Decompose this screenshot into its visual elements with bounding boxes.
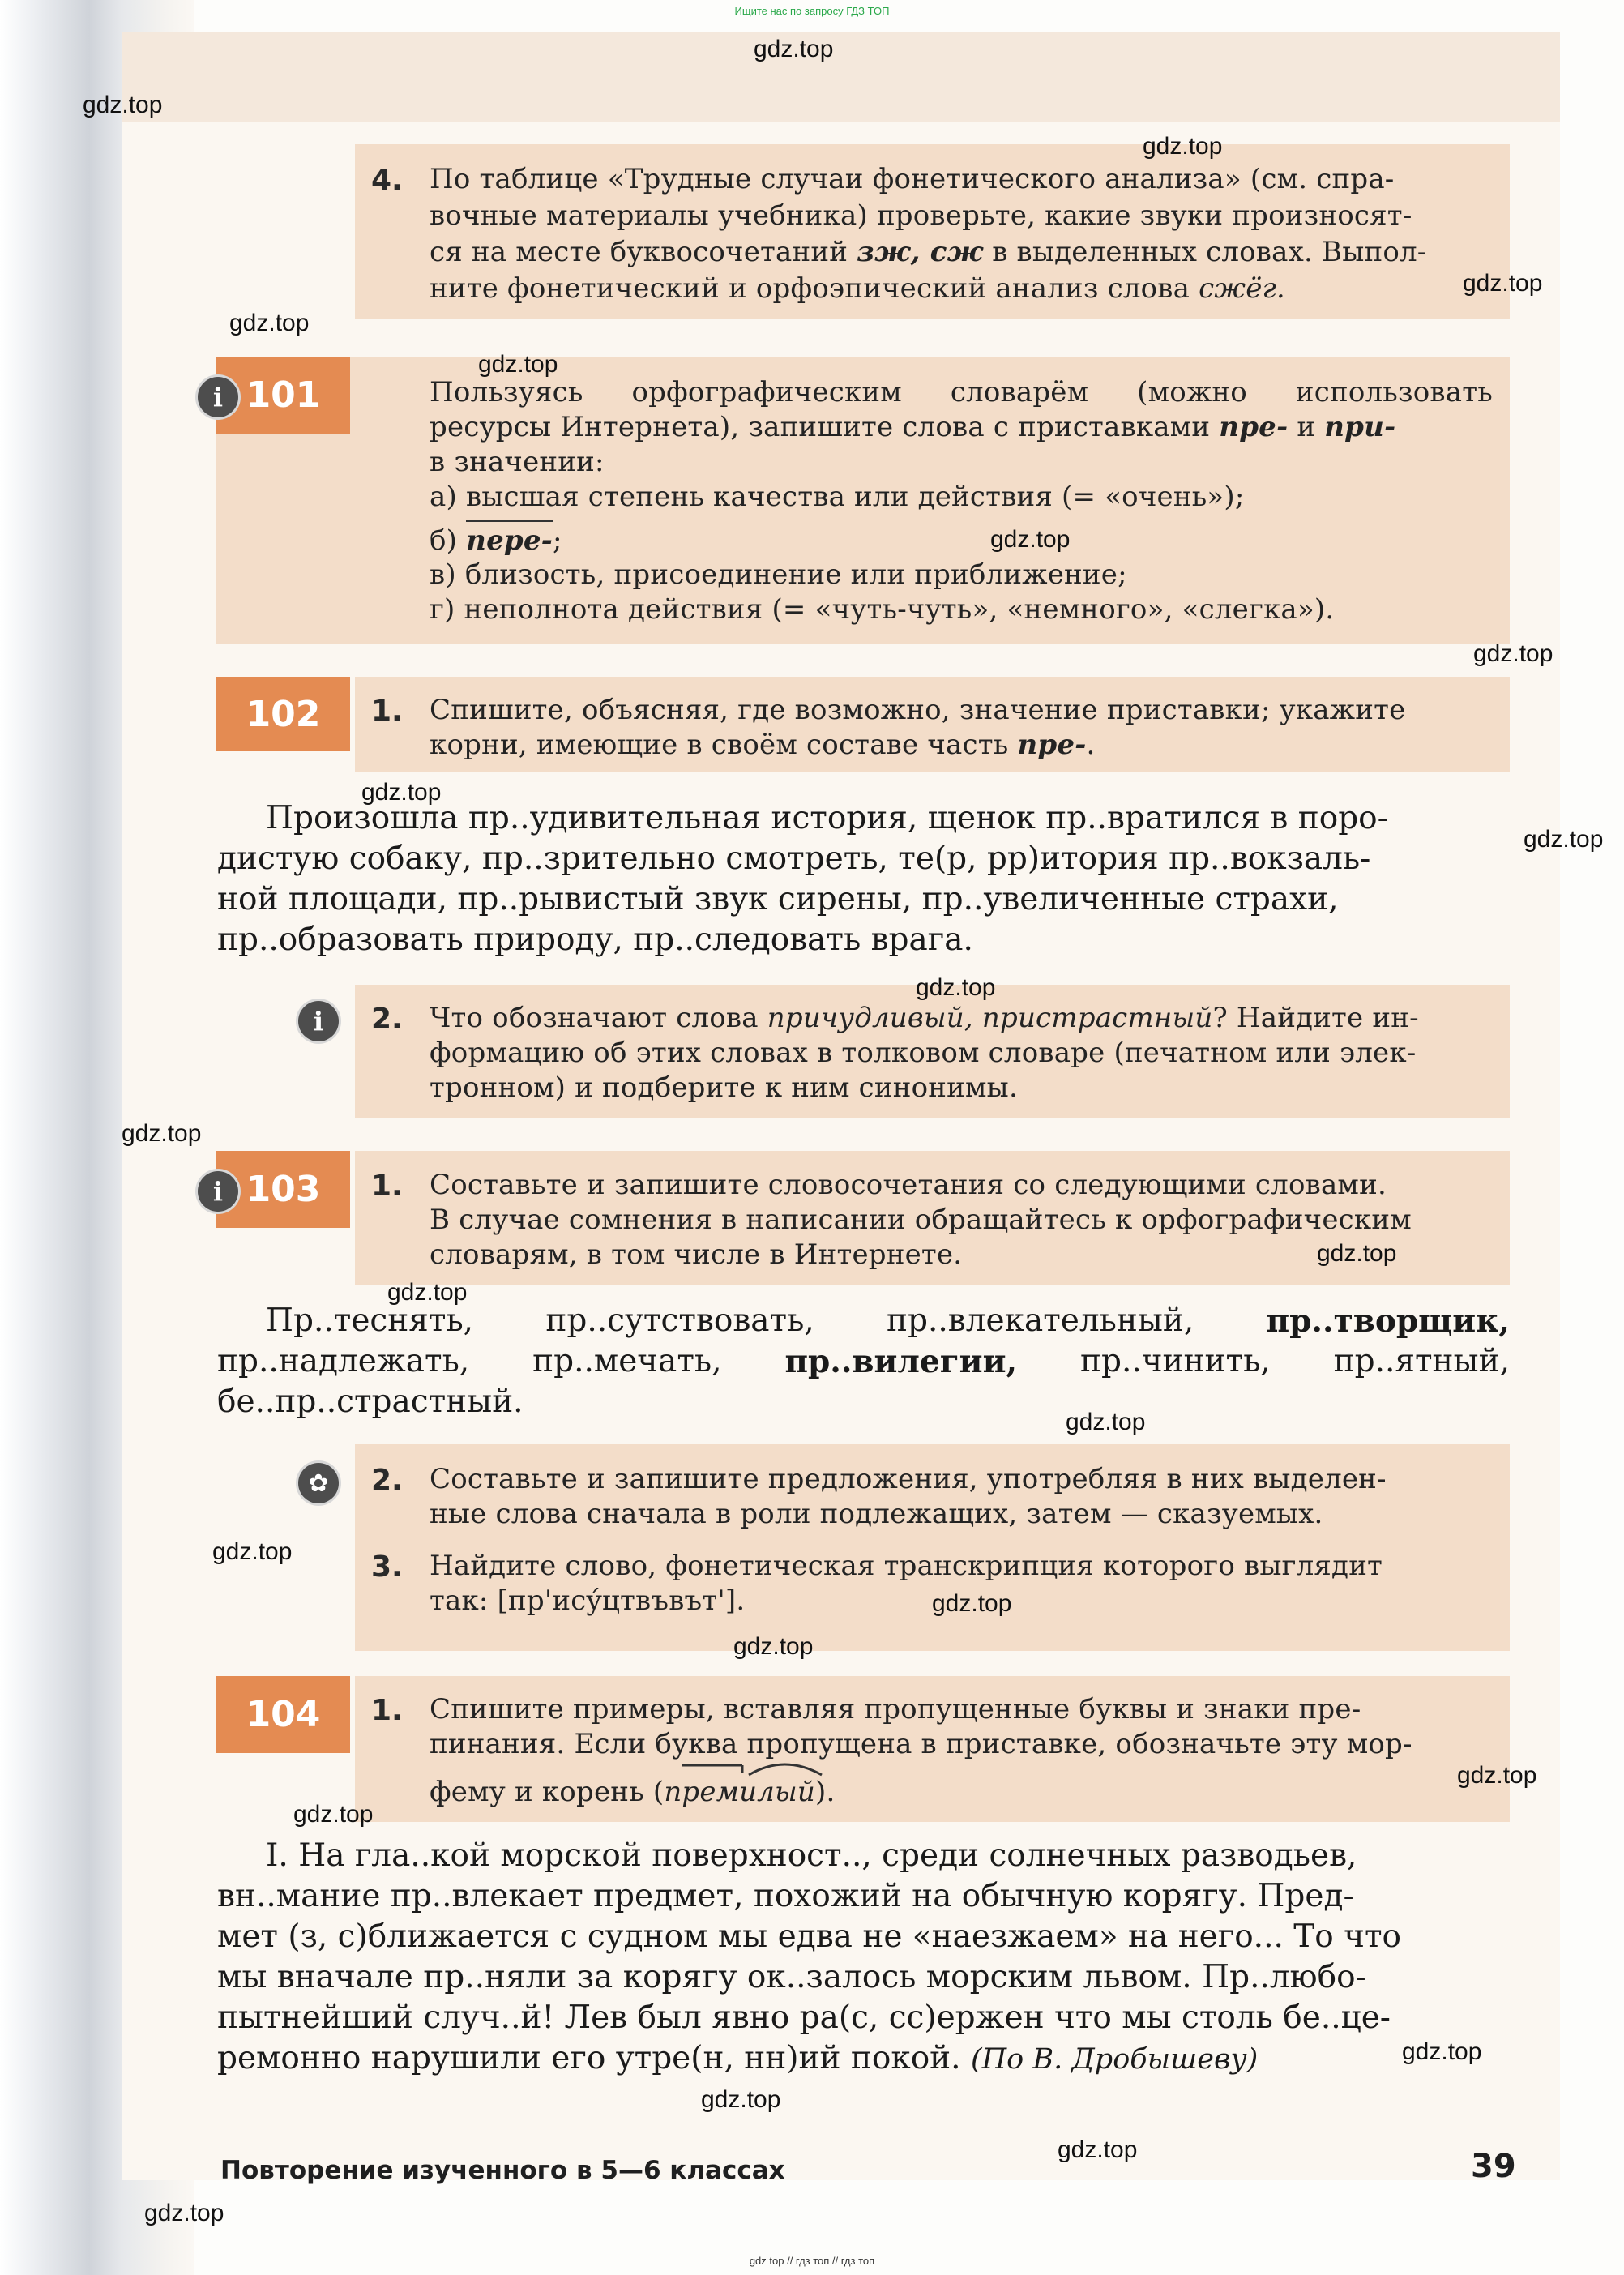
ex102-text-line-2: дистую собаку, пр..зрительно смотреть, те(р, рр)итория пр..вокзаль- <box>217 840 1371 877</box>
ex101-line-1: Пользуясь орфографическим словарём (можно использовать <box>430 376 1493 408</box>
ex103-task2-number: 2. <box>371 1464 403 1497</box>
watermark: gdz.top <box>1317 1240 1397 1267</box>
info-icon: i <box>198 377 238 417</box>
ex103-task2-line-1: Составьте и запишите предложения, употребляя в них выделен- <box>430 1463 1387 1495</box>
ex101-number: 101 <box>216 357 350 434</box>
watermark: gdz.top <box>122 1120 202 1147</box>
watermark: gdz.top <box>83 92 163 118</box>
ex101-line-3: в значении: <box>430 446 605 478</box>
info-icon: i <box>198 1171 238 1212</box>
ex103-task3-line-2: так: [пр'исýцтвъвът']. <box>430 1584 746 1617</box>
watermark: gdz.top <box>932 1590 1012 1617</box>
task-4-number: 4. <box>371 164 403 197</box>
root-arc-mark <box>679 1757 833 1781</box>
watermark: gdz.top <box>229 310 310 336</box>
ex104-task1-line-3: фему и корень (премилый). <box>430 1776 836 1808</box>
top-watermark-note: Ищите нас по запросу ГДЗ ТОП <box>734 5 890 17</box>
watermark: gdz.top <box>916 974 996 1001</box>
watermark: gdz.top <box>212 1538 293 1565</box>
ex104-task1-number: 1. <box>371 1694 403 1727</box>
ex101-line-4: а) высшая степень качества или действия (= «очень»); <box>430 481 1245 513</box>
ex102-task1-line-2: корни, имеющие в своём составе часть пре-. <box>430 729 1096 761</box>
watermark: gdz.top <box>1473 640 1553 667</box>
ex104-text-line-1: I. На гла..кой морской поверхност.., среди солнечных разводьев, <box>266 1837 1357 1874</box>
ex102-task2-line-1: Что обозначают слова причудливый, пристрастный? Найдите ин- <box>430 1002 1419 1034</box>
watermark: gdz.top <box>1402 2038 1482 2065</box>
ex104-text-line-4: мы вначале пр..няли за корягу ок..залось морским львом. Пр..любо- <box>217 1959 1366 1995</box>
watermark: gdz.top <box>478 351 558 378</box>
info-icon: i <box>298 1001 339 1041</box>
ex102-text-line-1: Произошла пр..удивительная история, щенок пр..вратился в поро- <box>266 800 1388 836</box>
ex101-line-6: в) близость, присоединение или приближение; <box>430 558 1127 591</box>
ex103-task1-line-3: словарям, в том числе в Интернете. <box>430 1238 963 1271</box>
ex102-text-line-3: ной площади, пр..рывистый звук сирены, пр..увеличенные страхи, <box>217 881 1339 917</box>
watermark: gdz.top <box>1143 133 1223 160</box>
watermark: gdz.top <box>1463 270 1543 297</box>
bottom-watermark-note: gdz top // гдз топ // гдз топ <box>749 2255 875 2267</box>
top-band <box>122 32 1560 122</box>
watermark: gdz.top <box>990 526 1071 553</box>
ex101-line-2: ресурсы Интернета), запишите слова с приставками пре- и при- <box>430 411 1396 443</box>
watermark: gdz.top <box>1457 1762 1537 1789</box>
ex102-task2-line-2: формацию об этих словах в толковом словаре (печатном или элек- <box>430 1037 1417 1069</box>
ex102-task2-number: 2. <box>371 1003 403 1036</box>
ex104-text-line-3: мет (з, с)ближается с судном мы едва не «наезжаем» на него... То что <box>217 1918 1401 1955</box>
ex104-text-line-2: вн..мание пр..влекает предмет, похожий на обычную корягу. Пред- <box>217 1878 1354 1914</box>
task-4-line-3: ся на месте буквосочетаний зж, сж в выделенных словах. Выпол- <box>430 236 1427 268</box>
watermark: gdz.top <box>701 2086 781 2113</box>
task-4-line-1: По таблице «Трудные случаи фонетического анализа» (см. спра- <box>430 163 1395 195</box>
ex104-task1-line-2: пинания. Если буква пропущена в приставке, обозначьте эту мор- <box>430 1728 1412 1760</box>
watermark: gdz.top <box>144 2200 224 2226</box>
ex103-words-line-3: бе..пр..страстный. <box>217 1383 524 1420</box>
page-number: 39 <box>1471 2148 1516 2185</box>
footer-title: Повторение изученного в 5—6 классах <box>220 2156 785 2185</box>
ex102-text-line-4: пр..образовать природу, пр..следовать врага. <box>217 922 973 958</box>
ex101-line-7: г) неполнота действия (= «чуть-чуть», «немного», «слегка»). <box>430 593 1335 626</box>
ex104-number: 104 <box>216 1676 350 1753</box>
watermark: gdz.top <box>754 36 834 62</box>
ex103-task1-line-2: В случае сомнения в написании обращайтесь к орфографическим <box>430 1204 1412 1236</box>
watermark: gdz.top <box>1524 826 1604 853</box>
watermark: gdz.top <box>1058 2136 1138 2163</box>
ex103-task2-line-2: ные слова сначала в роли подлежащих, затем — сказуемых. <box>430 1498 1323 1530</box>
ex103-task3-line-1: Найдите слово, фонетическая транскрипция которого выглядит <box>430 1550 1383 1582</box>
task-4-line-2: вочные материалы учебника) проверьте, какие звуки произносят- <box>430 199 1412 232</box>
ex103-words-line-1: Пр..теснять, пр..сутствовать, пр..влекательный, пр..творщик, <box>266 1302 1510 1340</box>
ex101-line-5: б) пере-; <box>430 520 562 558</box>
ex102-task2-line-3: тронном) и подберите к ним синонимы. <box>430 1071 1018 1104</box>
ex102-task1-line-1: Спишите, объясняя, где возможно, значение приставки; укажите <box>430 694 1406 726</box>
watermark: gdz.top <box>361 779 442 806</box>
ex103-task3-number: 3. <box>371 1550 403 1584</box>
ex103-words-line-2: пр..надлежать, пр..мечать, пр..вилегии, пр..чинить, пр..ятный, <box>217 1343 1510 1380</box>
ex104-text-line-6: ремонно нарушили его утре(н, нн)ий покой. (По В. Дробышеву) <box>217 2040 1259 2076</box>
ex103-task1-number: 1. <box>371 1170 403 1203</box>
watermark: gdz.top <box>1066 1409 1146 1435</box>
ex102-task1-number: 1. <box>371 695 403 728</box>
flower-icon: ✿ <box>298 1463 339 1503</box>
ex102-number: 102 <box>216 677 350 751</box>
ex103-task1-line-1: Составьте и запишите словосочетания со следующими словами. <box>430 1169 1387 1201</box>
watermark: gdz.top <box>387 1279 468 1306</box>
task-4-line-4: ните фонетический и орфоэпический анализ слова сжёг. <box>430 272 1285 305</box>
ex103-number: 103 <box>216 1151 350 1228</box>
ex104-text-line-5: пытнейший случ..й! Лев был явно ра(с, сс)ержен что мы столь бе..це- <box>217 1999 1391 2036</box>
watermark: gdz.top <box>733 1633 814 1660</box>
watermark: gdz.top <box>293 1801 374 1828</box>
ex104-task1-line-1: Спишите примеры, вставляя пропущенные буквы и знаки пре- <box>430 1693 1361 1725</box>
